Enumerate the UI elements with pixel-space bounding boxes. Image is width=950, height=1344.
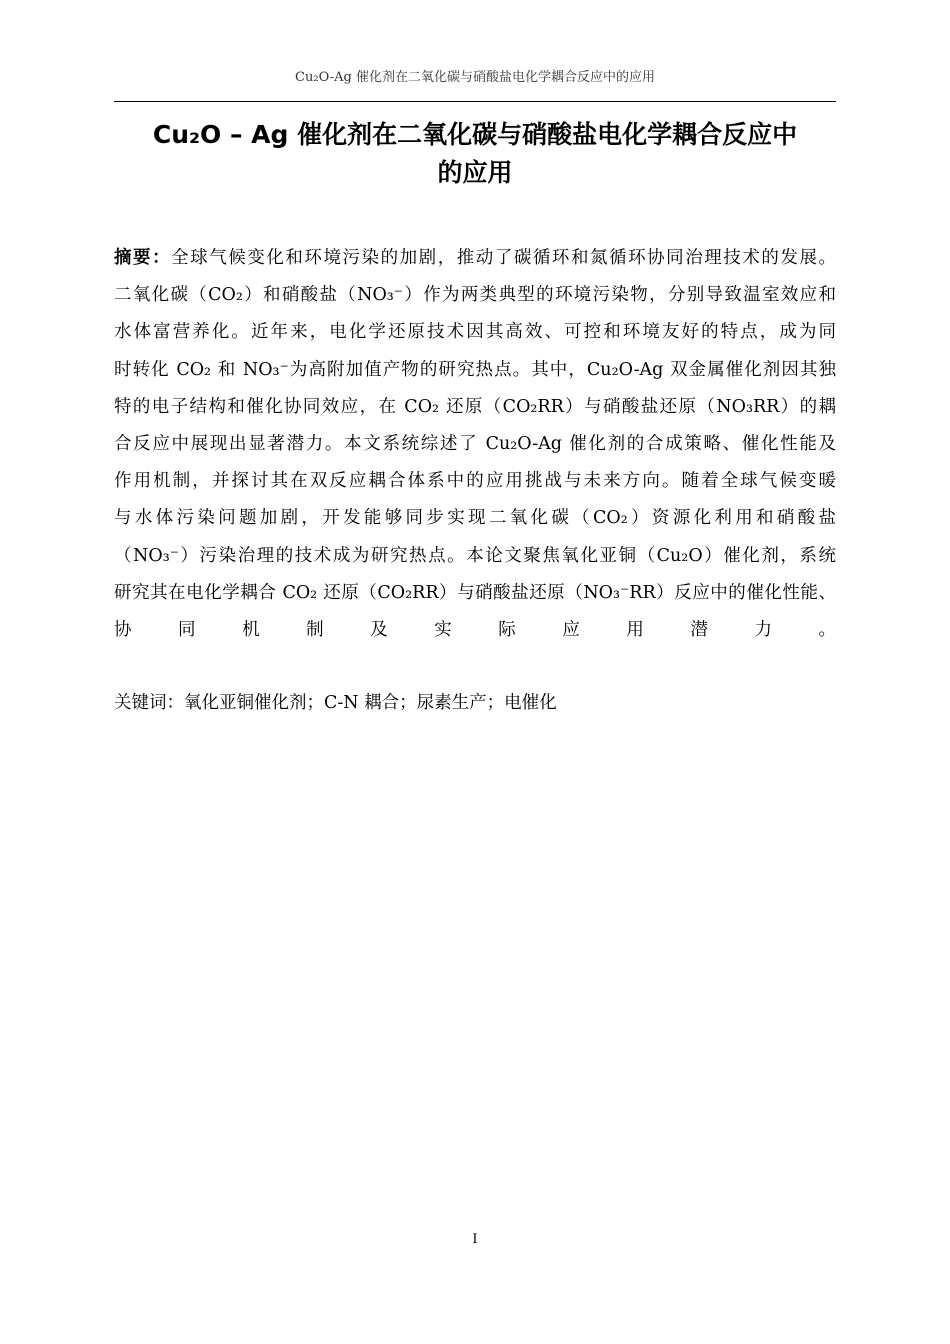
keywords: 关键词：氧化亚铜催化剂；C-N 耦合；尿素生产；电催化 <box>114 693 557 713</box>
abstract-line: 水体富营养化。近年来，电化学还原技术因其高效、可控和环境友好的特点，成为同 <box>114 322 836 343</box>
title-line-1: Cu₂O – Ag 催化剂在二氧化碳与硝酸盐电化学耦合反应中 <box>152 120 798 149</box>
abstract-line: 时转化 CO₂ 和 NO₃⁻为高附加值产物的研究热点。其中，Cu₂O-Ag 双金属催化剂因其独 <box>114 359 836 380</box>
abstract-label: 摘要： <box>114 248 172 268</box>
abstract-line: 摘要：全球气候变化和环境污染的加剧，推动了碳循环和氮循环协同治理技术的发展。 <box>114 248 836 268</box>
abstract-line: 作用机制，并探讨其在双反应耦合体系中的应用挑战与未来方向。随着全球气候变暖 <box>114 471 836 492</box>
abstract-line: （NO₃⁻）污染治理的技术成为研究热点。本论文聚焦氧化亚铜（Cu₂O）催化剂，系统 <box>114 545 836 566</box>
abstract <box>114 240 836 649</box>
document-title <box>114 116 836 192</box>
page-number: I <box>472 1232 478 1247</box>
header-rule <box>114 101 836 102</box>
title-line-2: 的应用 <box>437 158 513 187</box>
abstract-line: 二氧化碳（CO₂）和硝酸盐（NO₃⁻）作为两类典型的环境污染物，分别导致温室效应和 <box>114 285 836 306</box>
abstract-line: 与水体污染问题加剧，开发能够同步实现二氧化碳（CO₂）资源化利用和硝酸盐 <box>114 508 836 529</box>
running-header: Cu₂O-Ag 催化剂在二氧化碳与硝酸盐电化学耦合反应中的应用 <box>295 70 655 85</box>
abstract-line: 协 同 机 制 及 实 际 应 用 潜 力 。 <box>114 619 836 640</box>
abstract-line: 特的电子结构和催化协同效应，在 CO₂ 还原（CO₂RR）与硝酸盐还原（NO₃RR）的耦 <box>114 396 836 417</box>
abstract-line: 研究其在电化学耦合 CO₂ 还原（CO₂RR）与硝酸盐还原（NO₃⁻RR）反应中的催化性能、 <box>114 582 836 603</box>
abstract-line: 合反应中展现出显著潜力。本文系统综述了 Cu₂O-Ag 催化剂的合成策略、催化性能及 <box>114 433 836 454</box>
